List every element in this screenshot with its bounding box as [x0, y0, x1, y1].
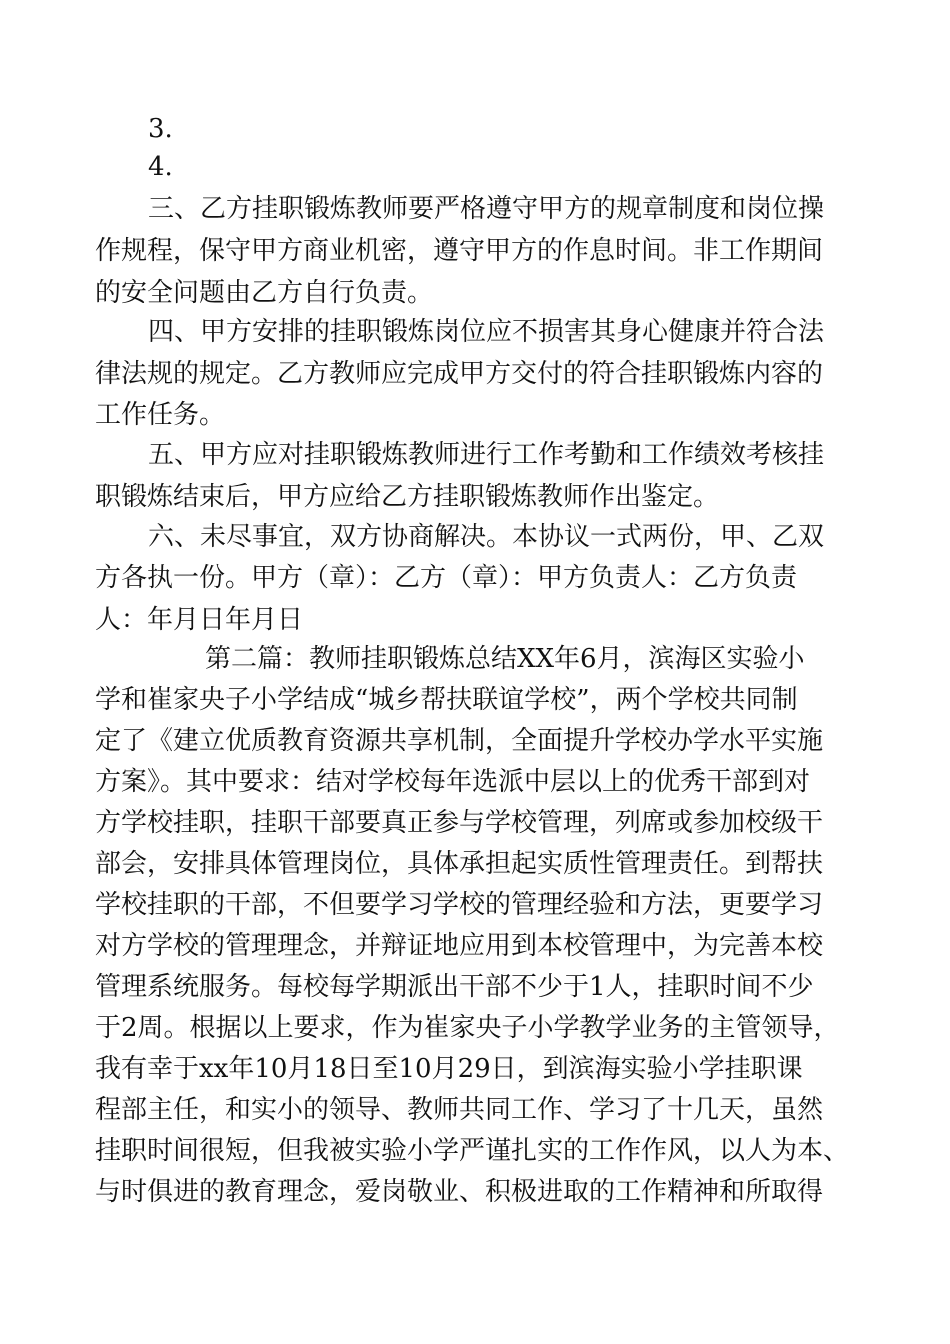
text-line: 人：年月日年月日: [95, 605, 304, 635]
text-line: 方学校挂职，挂职干部要真正参与学校管理，列席或参加校级干: [95, 808, 824, 838]
list-item-3: [0, 108, 950, 151]
text-line: 职锻炼结束后，甲方应给乙方挂职锻炼教师作出鉴定。: [95, 482, 720, 512]
text-line: 三、乙方挂职锻炼教师要严格遵守甲方的规章制度和岗位操: [148, 194, 825, 224]
text-line: 律法规的规定。乙方教师应完成甲方交付的符合挂职锻炼内容的: [95, 359, 824, 389]
text-line: 的安全问题由乙方自行负责。: [95, 278, 434, 308]
text-line: 我有幸于xx年10月18日至10月29日，到滨海实验小学挂职课: [95, 1054, 803, 1084]
text-line: 学和崔家央子小学结成“城乡帮扶联谊学校”，两个学校共同制: [95, 685, 798, 715]
list-item-number: 4.: [148, 152, 173, 182]
text-line: 管理系统服务。每校每学期派出干部不少于1人，挂职时间不少: [95, 972, 814, 1002]
text-line: 定了《建立优质教育资源共享机制，全面提升学校办学水平实施: [95, 726, 824, 756]
text-line: 工作任务。: [95, 400, 226, 430]
text-line: 于2周。根据以上要求，作为崔家央子小学教学业务的主管领导，: [95, 1013, 840, 1043]
text-line: 方各执一份。甲方（章）：乙方（章）：甲方负责人：乙方负责: [95, 563, 798, 593]
text-line: 学校挂职的干部，不但要学习学校的管理经验和方法，更要学习: [95, 890, 824, 920]
text-line: 四、甲方安排的挂职锻炼岗位应不损害其身心健康并符合法: [148, 317, 825, 347]
list-item-4: [0, 146, 950, 189]
text-line: 六、未尽事宜，双方协商解决。本协议一式两份，甲、乙双: [148, 522, 825, 552]
text-line: 对方学校的管理理念，并辩证地应用到本校管理中，为完善本校: [95, 931, 824, 961]
text-line: 作规程，保守甲方商业机密，遵守甲方的作息时间。非工作期间: [95, 236, 824, 266]
text-line: 程部主任，和实小的领导、教师共同工作、学习了十几天，虽然: [95, 1095, 824, 1125]
text-line: 与时俱进的教育理念，爱岗敬业、积极进取的工作精神和所取得: [95, 1177, 824, 1207]
list-item-number: 3.: [148, 114, 173, 144]
text-line: 部会，安排具体管理岗位，具体承担起实质性管理责任。到帮扶: [95, 849, 824, 879]
text-line: 第二篇：教师挂职锻炼总结XX年6月，滨海区实验小: [205, 644, 805, 674]
text-line: 五、甲方应对挂职锻炼教师进行工作考勤和工作绩效考核挂: [148, 440, 825, 470]
text-line: 方案》。其中要求：结对学校每年选派中层以上的优秀干部到对: [95, 767, 811, 797]
text-line: 挂职时间很短，但我被实验小学严谨扎实的工作作风，以人为本、: [95, 1136, 850, 1166]
